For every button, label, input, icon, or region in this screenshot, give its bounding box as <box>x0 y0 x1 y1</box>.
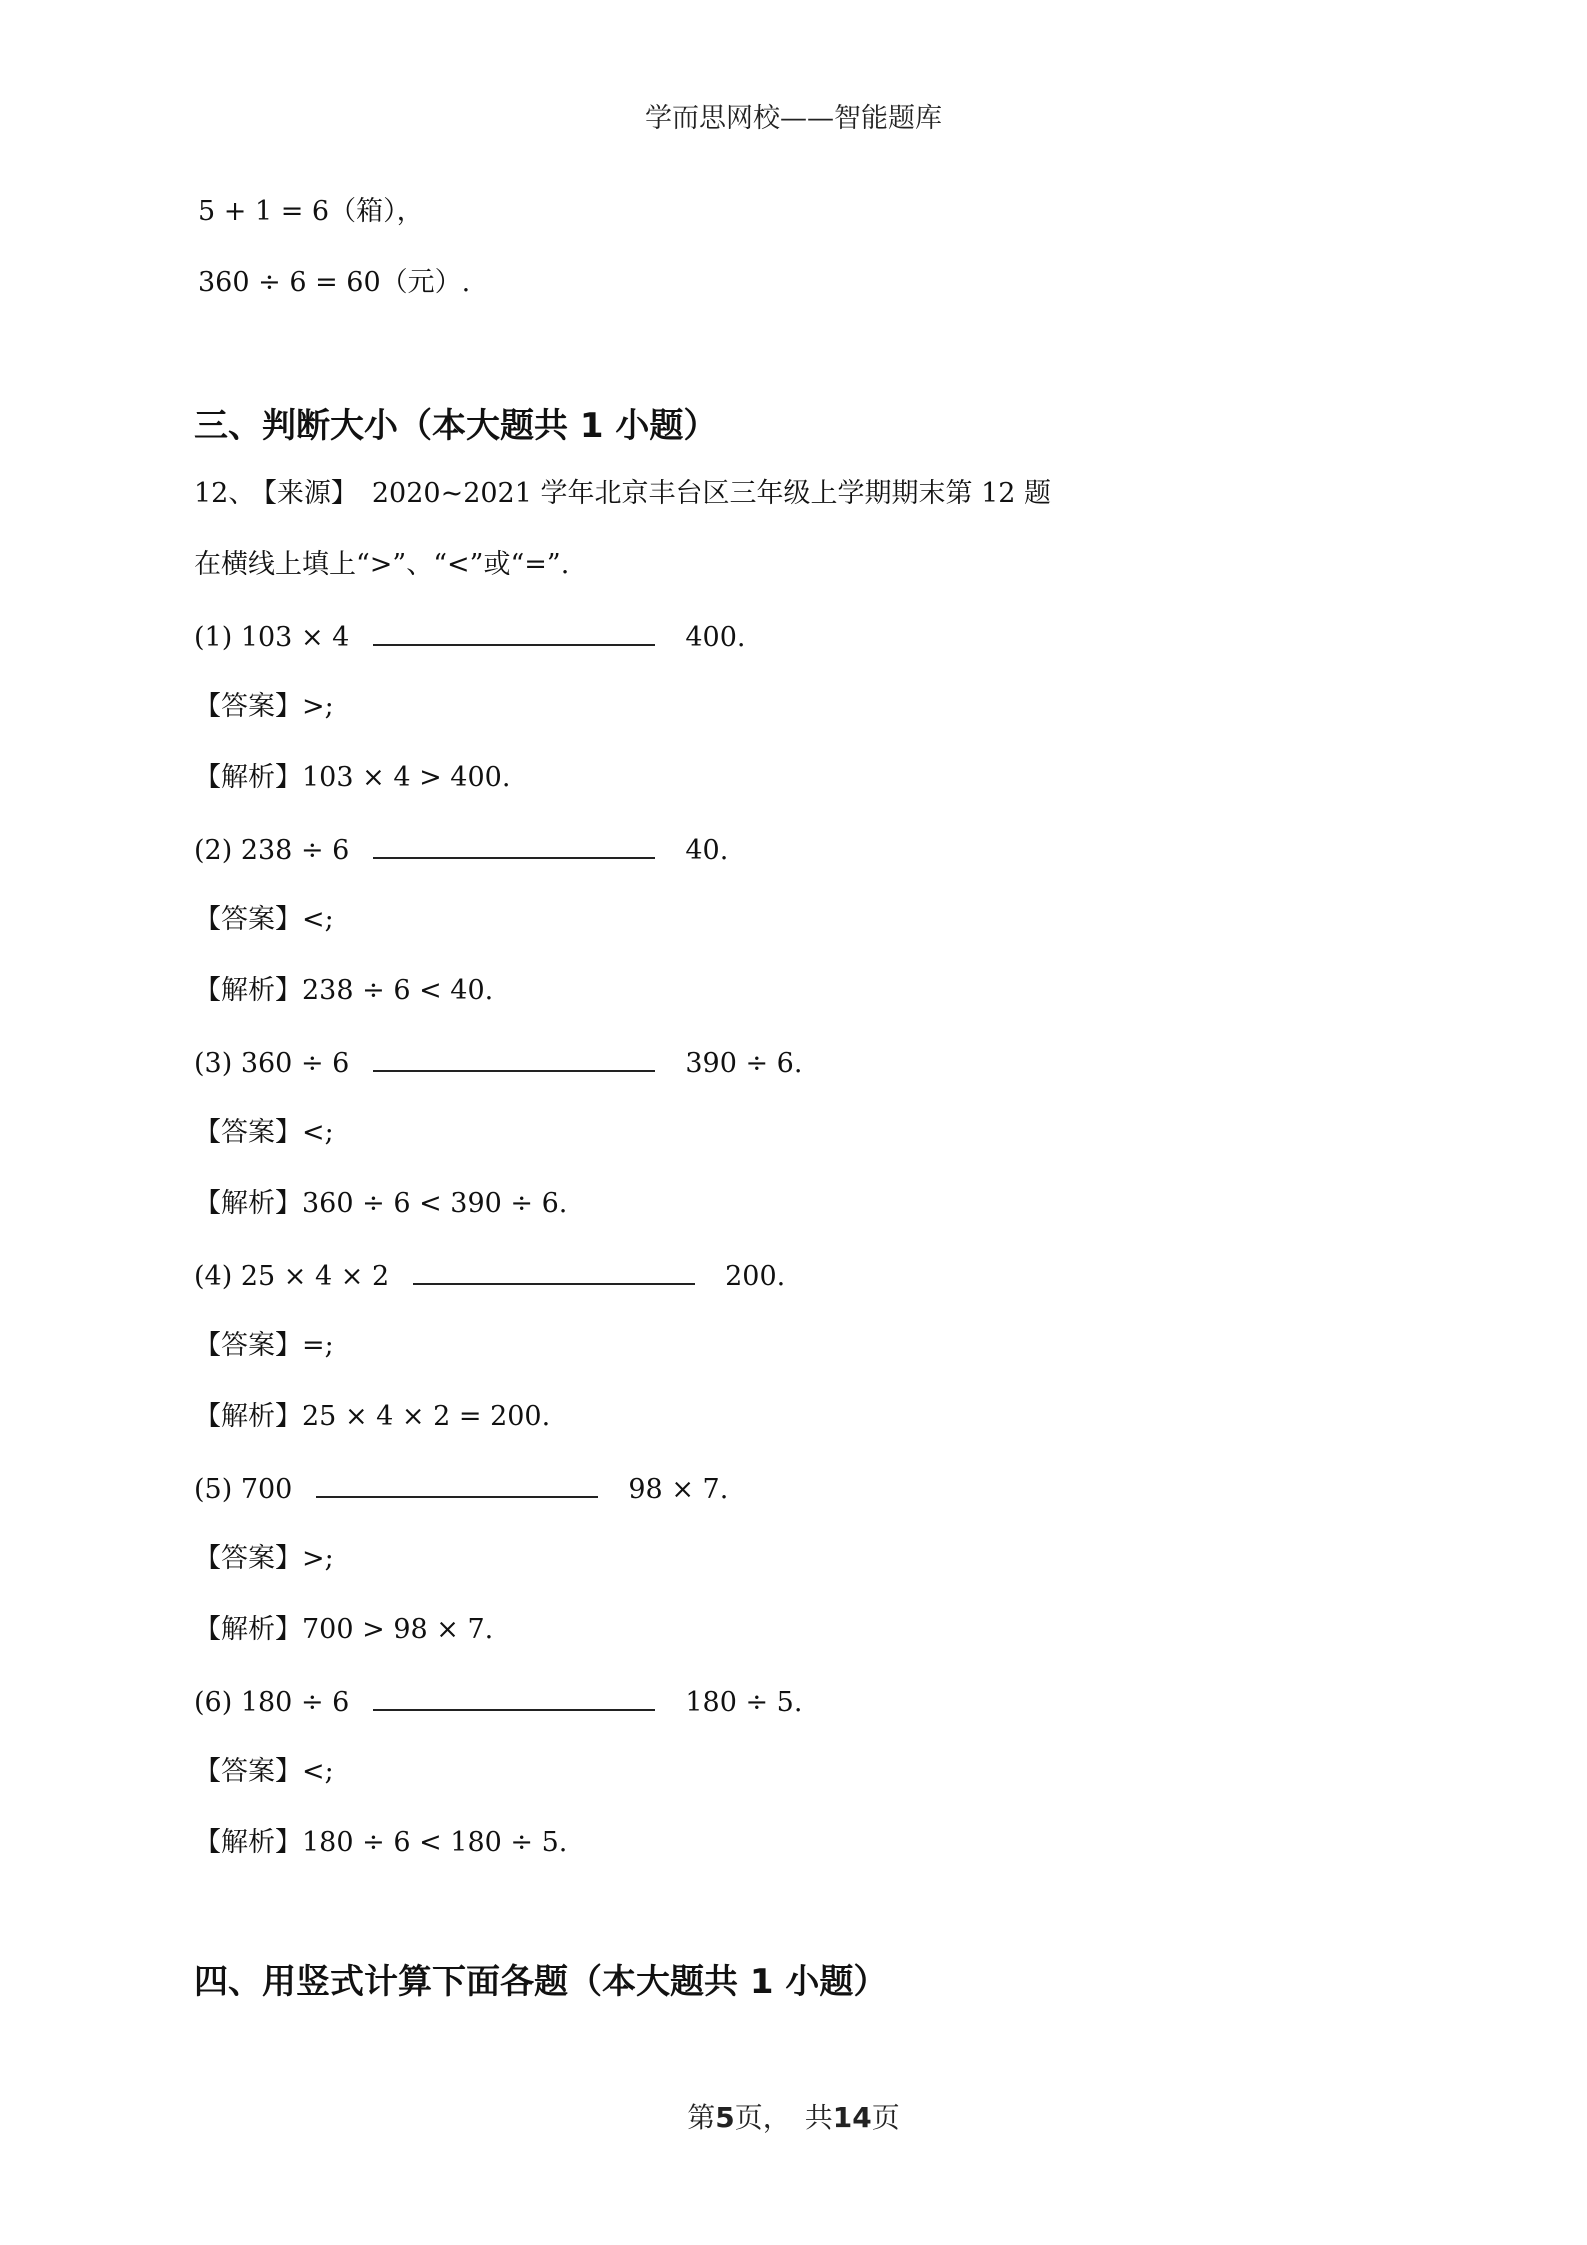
answer-blank[interactable] <box>373 831 655 859</box>
page-footer <box>0 2096 1587 2136</box>
analysis-line-4: 【解析】25 × 4 × 2 = 200. <box>194 1401 551 1432</box>
item-compare-value: 98 × 7. <box>628 1474 729 1505</box>
question-item-4 <box>194 1257 785 1295</box>
answer-blank[interactable] <box>413 1257 695 1285</box>
solution-line-2: 360 ÷ 6 = 60（元）. <box>198 267 471 298</box>
question-item-2 <box>194 831 728 869</box>
page-header: 学而思网校——智能题库 <box>645 103 942 134</box>
question-number: 12、 <box>194 478 256 509</box>
footer-prefix: 第 <box>687 2101 716 2134</box>
source-text: 2020~2021 学年北京丰台区三年级上学期期末第 12 题 <box>371 478 1052 509</box>
footer-suffix: 页 <box>871 2101 900 2134</box>
answer-line-1: 【答案】>; <box>194 691 334 722</box>
section-heading-3: 三、判断大小（本大题共 1 小题） <box>194 406 718 446</box>
analysis-line-1: 【解析】103 × 4 > 400. <box>194 762 511 793</box>
footer-total-pages: 14 <box>832 2101 872 2134</box>
question-source <box>194 476 1051 512</box>
item-expression: (5) 700 <box>194 1474 293 1505</box>
answer-line-5: 【答案】>; <box>194 1543 334 1574</box>
analysis-line-3: 【解析】360 ÷ 6 < 390 ÷ 6. <box>194 1188 568 1219</box>
item-expression: (3) 360 ÷ 6 <box>194 1048 350 1079</box>
item-compare-value: 400. <box>685 622 746 653</box>
item-compare-value: 390 ÷ 6. <box>685 1048 803 1079</box>
item-expression: (2) 238 ÷ 6 <box>194 835 350 866</box>
answer-blank[interactable] <box>373 1683 655 1711</box>
answer-blank[interactable] <box>316 1470 598 1498</box>
answer-blank[interactable] <box>373 1044 655 1072</box>
question-item-6 <box>194 1683 802 1721</box>
question-instruction: 在横线上填上“>”、“<”或“=”. <box>194 549 570 580</box>
answer-line-4: 【答案】=; <box>194 1330 334 1361</box>
question-item-5 <box>194 1470 728 1508</box>
solution-line-1: 5 + 1 = 6（箱）， <box>198 196 424 227</box>
analysis-line-2: 【解析】238 ÷ 6 < 40. <box>194 975 494 1006</box>
analysis-line-5: 【解析】700 > 98 × 7. <box>194 1614 494 1645</box>
answer-line-3: 【答案】<; <box>194 1117 334 1148</box>
question-item-1 <box>194 618 745 656</box>
source-label: 【来源】 <box>263 478 358 509</box>
item-expression: (6) 180 ÷ 6 <box>194 1687 350 1718</box>
answer-line-2: 【答案】<; <box>194 904 334 935</box>
item-expression: (4) 25 × 4 × 2 <box>194 1261 390 1292</box>
item-compare-value: 200. <box>725 1261 786 1292</box>
item-compare-value: 40. <box>685 835 729 866</box>
answer-blank[interactable] <box>373 618 655 646</box>
item-compare-value: 180 ÷ 5. <box>685 1687 803 1718</box>
question-item-3 <box>194 1044 802 1082</box>
item-expression: (1) 103 × 4 <box>194 622 350 653</box>
footer-page-number: 5 <box>715 2101 735 2134</box>
footer-mid: 页， 共 <box>734 2101 833 2134</box>
answer-line-6: 【答案】<; <box>194 1756 334 1787</box>
section-heading-4: 四、用竖式计算下面各题（本大题共 1 小题） <box>194 1962 888 2002</box>
analysis-line-6: 【解析】180 ÷ 6 < 180 ÷ 5. <box>194 1827 568 1858</box>
